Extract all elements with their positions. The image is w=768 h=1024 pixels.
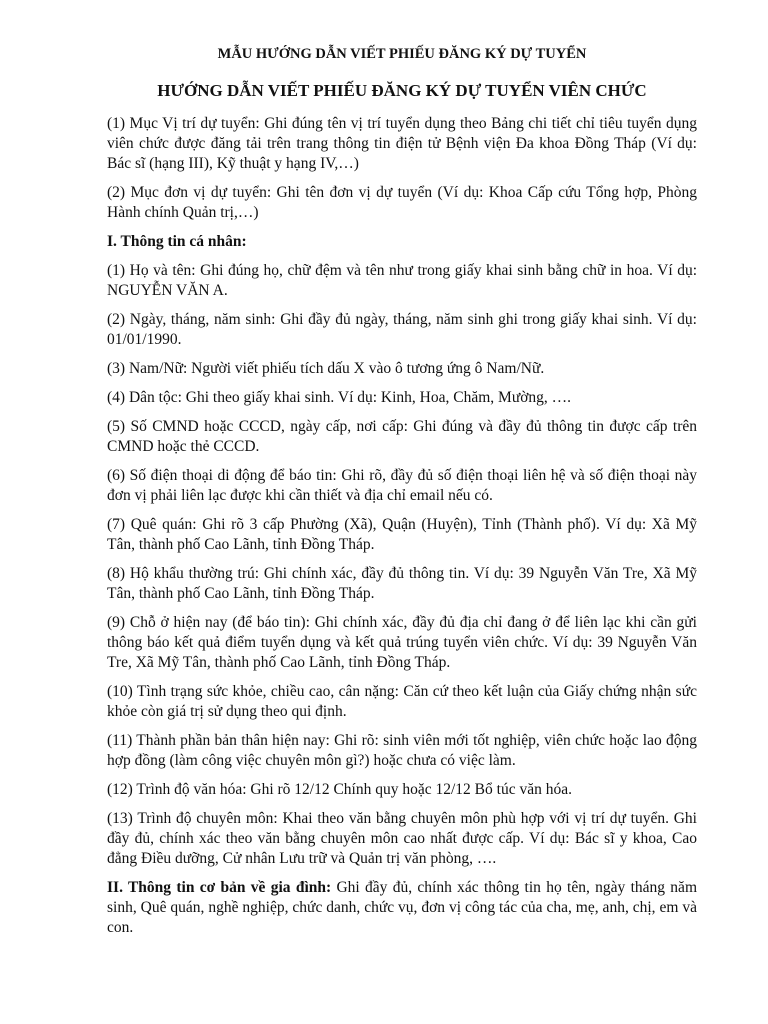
item-date-of-birth: (2) Ngày, tháng, năm sinh: Ghi đầy đủ ngày, tháng, năm sinh ghi trong giấy khai sinh. Ví dụ: 01/01/1990. [107, 311, 697, 348]
section-family-info-text: Ghi đầy đủ, chính xác thông tin họ tên, ngày tháng năm sinh, Quê quán, nghề nghiệp, chức danh, chức vụ, đơn vị công tác của cha, mẹ, anh, chị, em và con. [107, 879, 697, 936]
intro-paragraph-position: (1) Mục Vị trí dự tuyển: Ghi đúng tên vị trí tuyển dụng theo Bảng chi tiết chỉ tiêu tuyển dụng viên chức được đăng tải trên trang thông tin điện tử Bệnh viện Đa khoa Đồng Tháp (Ví dụ: Bác sĩ (hạng III), Kỹ thuật y hạng IV,…) [107, 115, 697, 172]
item-current-status: (11) Thành phần bản thân hiện nay: Ghi rõ: sinh viên mới tốt nghiệp, viên chức hoặc lao động hợp đồng (làm công việc chuyên môn gì?) hoặc chưa có việc làm. [107, 732, 697, 769]
section-family-info [107, 878, 697, 938]
intro-paragraph-unit: (2) Mục đơn vị dự tuyển: Ghi tên đơn vị dự tuyển (Ví dụ: Khoa Cấp cứu Tổng hợp, Phòng Hành chính Quản trị,…) [107, 184, 697, 221]
item-current-address: (9) Chỗ ở hiện nay (để báo tin): Ghi chính xác, đầy đủ địa chỉ đang ở để liên lạc khi cần gửi thông báo kết quả điểm tuyển dụng và kết quả trúng tuyển viên chức. Ví dụ: 39 Nguyễn Văn Tre, Xã Mỹ Tân, thành phố Cao Lãnh, tỉnh Đồng Tháp. [107, 614, 697, 671]
item-professional-qualification: (13) Trình độ chuyên môn: Khai theo văn bằng chuyên môn phù hợp với vị trí dự tuyển. Ghi đầy đủ, chính xác theo văn bằng chuyên môn cao nhất được cấp. Ví dụ: Bác sĩ y khoa, Cao đẳng Điều dưỡng, Cử nhân Lưu trữ và Quản trị văn phòng, …. [107, 810, 697, 867]
document-subtitle: HƯỚNG DẪN VIẾT PHIẾU ĐĂNG KÝ DỰ TUYỂN VIÊN CHỨC [157, 81, 647, 100]
section-personal-info-heading: I. Thông tin cá nhân: [107, 233, 247, 250]
document-title: MẪU HƯỚNG DẪN VIẾT PHIẾU ĐĂNG KÝ DỰ TUYỂN [217, 46, 587, 62]
item-id-card: (5) Số CMND hoặc CCCD, ngày cấp, nơi cấp: Ghi đúng và đầy đủ thông tin được cấp trên CMND hoặc thẻ CCCD. [107, 418, 697, 455]
item-gender: (3) Nam/Nữ: Người viết phiếu tích dấu X vào ô tương ứng ô Nam/Nữ. [107, 360, 545, 377]
item-ethnicity: (4) Dân tộc: Ghi theo giấy khai sinh. Ví dụ: Kinh, Hoa, Chăm, Mường, …. [107, 389, 572, 406]
item-hometown: (7) Quê quán: Ghi rõ 3 cấp Phường (Xã), Quận (Huyện), Tỉnh (Thành phố). Ví dụ: Xã Mỹ Tân, thành phố Cao Lãnh, tỉnh Đồng Tháp. [107, 516, 697, 553]
item-phone: (6) Số điện thoại di động để báo tin: Ghi rõ, đầy đủ số điện thoại liên hệ và số điện thoại này đơn vị phải liên lạc được khi cần thiết và địa chỉ email nếu có. [107, 467, 697, 504]
document-page [107, 44, 697, 947]
item-education-level: (12) Trình độ văn hóa: Ghi rõ 12/12 Chính quy hoặc 12/12 Bổ túc văn hóa. [107, 781, 572, 798]
item-full-name: (1) Họ và tên: Ghi đúng họ, chữ đệm và tên như trong giấy khai sinh bằng chữ in hoa. Ví dụ: NGUYỄN VĂN A. [107, 262, 697, 299]
section-family-info-heading: II. Thông tin cơ bản về gia đình: [107, 879, 332, 896]
item-permanent-residence: (8) Hộ khẩu thường trú: Ghi chính xác, đầy đủ thông tin. Ví dụ: 39 Nguyễn Văn Tre, Xã Mỹ Tân, thành phố Cao Lãnh, tỉnh Đồng Tháp. [107, 565, 697, 602]
item-health: (10) Tình trạng sức khỏe, chiều cao, cân nặng: Căn cứ theo kết luận của Giấy chứng nhận sức khỏe còn giá trị sử dụng theo qui định. [107, 683, 697, 720]
